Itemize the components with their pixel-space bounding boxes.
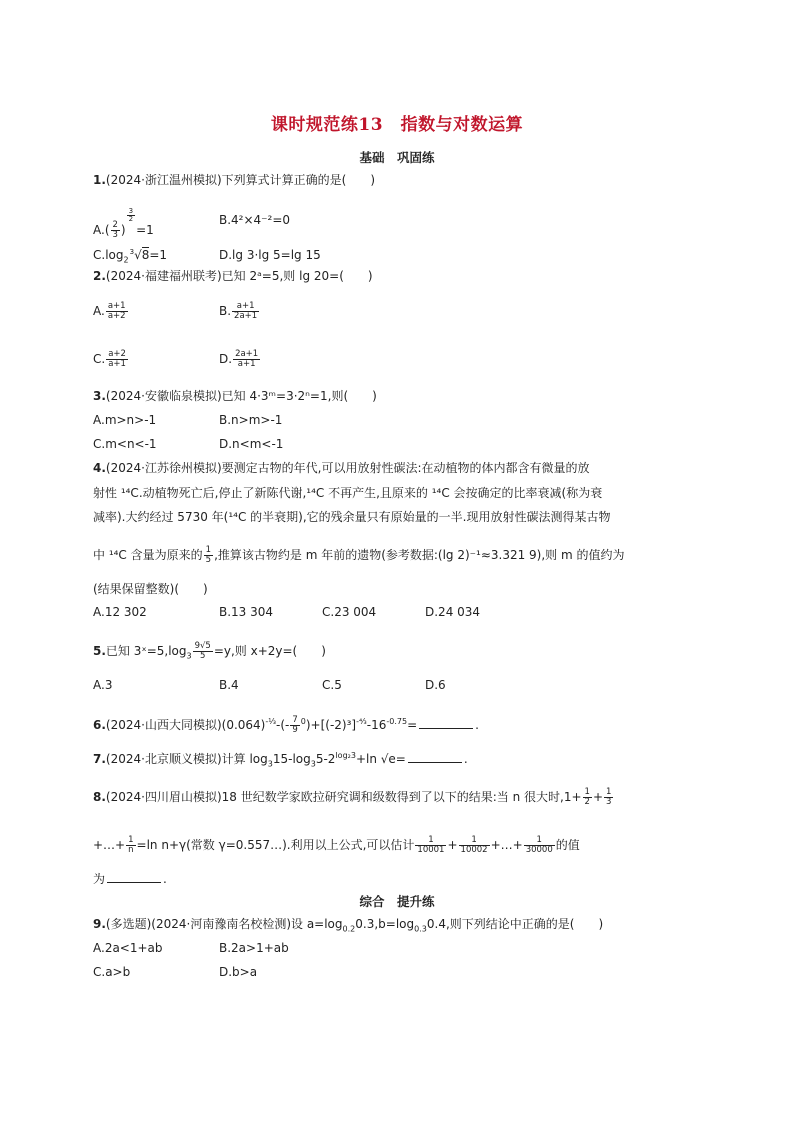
question-3: 3.(2024·安徽临泉模拟)已知 4·3ᵐ=3·2ⁿ=1,则( ) [93, 389, 377, 403]
q1-option-c: $C.\log_2^3√8=1$ [93, 248, 168, 265]
answer-blank[interactable] [419, 718, 473, 729]
q2-option-b: B. $\frac{a+1}{2a+1}$ [219, 301, 258, 321]
q5-option-c: C.5 [322, 678, 342, 692]
page-title: 课时规范练13 指数与对数运算 [270, 115, 524, 135]
q9-option-a: A.2a<1+ab [93, 941, 163, 955]
question-8: 8.(2024·四川眉山模拟)18 世纪数学家欧拉研究调和级数得到了以下的结果:当 n 很大时,1+ $\frac{1}{2}$ + $\frac{1}{3}$ [93, 787, 612, 807]
question-7: 7.(2024·北京顺义模拟)计算 $\log_315-\log_35-2^{log_23}+\ln$ √e= . [93, 751, 468, 769]
q9-option-b: B.2a>1+ab [219, 941, 289, 955]
answer-blank[interactable] [408, 752, 462, 763]
q4-line-4: 中 ¹⁴C 含量为原来的 $\frac{1}{5}$ ,推算该古物约是 m 年前的遗物(参考数据:(lg 2)⁻¹≈3.321 9),则 m 的值约为 [93, 545, 625, 565]
question-1 [93, 172, 375, 188]
question-4: 4.(2024·江苏徐州模拟)要测定古物的年代,可以用放射性碳法:在动植物的体内都含有微量的放 [93, 461, 590, 475]
q3-option-d: D.n<m<-1 [219, 437, 284, 451]
q5-option-b: B.4 [219, 678, 239, 692]
q1-option-a: A.( $\frac{2}{3}$ ) $^{\frac{3}{2}}$ =1 [93, 207, 154, 240]
q2-option-c: C. $\frac{a+2}{a+1}$ [93, 349, 126, 369]
q1-option-b: B.4²×4⁻²=0 [219, 213, 291, 227]
question-2: 2.(2024·福建福州联考)已知 2ᵃ=5,则 lg 20=( ) [93, 269, 373, 283]
question-9: 9.(多选题)(2024·河南豫南名校检测)设 $a=\log_{0.2}0.3,b=\log_{0.3}0.4$,则下列结论中正确的是( ) [93, 917, 604, 934]
q4-option-d: D.24 034 [425, 605, 481, 619]
question-6: 6.(2024·山西大同模拟)$(0.064)^{-\frac{1}{3}}-(-$ $\frac{7}{9}$ $^0)+[(-2)^3]^{-^4⁄_3}-16^{-0.75}=$ . [93, 715, 479, 735]
section-basic: 基础 巩固练 [359, 150, 435, 165]
q5-option-d: D.6 [425, 678, 446, 692]
question-5: 5.已知 $3ˣ=5,\log_3$ $\frac{9√5}{5}$ =y,则 x+2y=( ) [93, 641, 326, 661]
q9-option-c: C.a>b [93, 965, 131, 979]
q2-option-a: A. $\frac{a+1}{a+2}$ [93, 301, 126, 321]
q3-option-a: A.m>n>-1 [93, 413, 157, 427]
q3-option-b: B.n>m>-1 [219, 413, 283, 427]
q8-line-3: 为 . [93, 872, 167, 886]
q8-line-2: +…+ $\frac{1}{n}$ =ln n+γ(常数 γ=0.557…).利用以上公式,可以估计 $\frac{1}{10001}$ + $\frac{1}{10002}$ +…+ $\frac{1}{30000}$ 的值 [93, 835, 580, 855]
q1-option-d: D.lg 3·lg 5=lg 15 [219, 248, 321, 262]
q4-option-a: A.12 302 [93, 605, 147, 619]
q4-line-5: (结果保留整数)( ) [93, 582, 208, 596]
q2-option-d: D. $\frac{2a+1}{a+1}$ [219, 349, 259, 369]
q4-option-b: B.13 304 [219, 605, 274, 619]
q4-option-c: C.23 004 [322, 605, 377, 619]
q4-line-3: 减率).大约经过 5730 年(¹⁴C 的半衰期),它的残余量只有原始量的一半.现用放射性碳法测得某古物 [93, 510, 611, 524]
question-stem: (2024·浙江温州模拟)下列算式计算正确的是( ) [105, 173, 376, 187]
question-number: 1. [93, 173, 106, 187]
section-advanced: 综合 提升练 [359, 894, 435, 909]
q5-option-a: A.3 [93, 678, 113, 692]
answer-blank[interactable] [107, 872, 161, 883]
q9-option-d: D.b>a [219, 965, 258, 979]
q4-line-2: 射性 ¹⁴C.动植物死亡后,停止了新陈代谢,¹⁴C 不再产生,且原来的 ¹⁴C 会按确定的比率衰减(称为衰 [93, 486, 603, 500]
q3-option-c: C.m<n<-1 [93, 437, 157, 451]
